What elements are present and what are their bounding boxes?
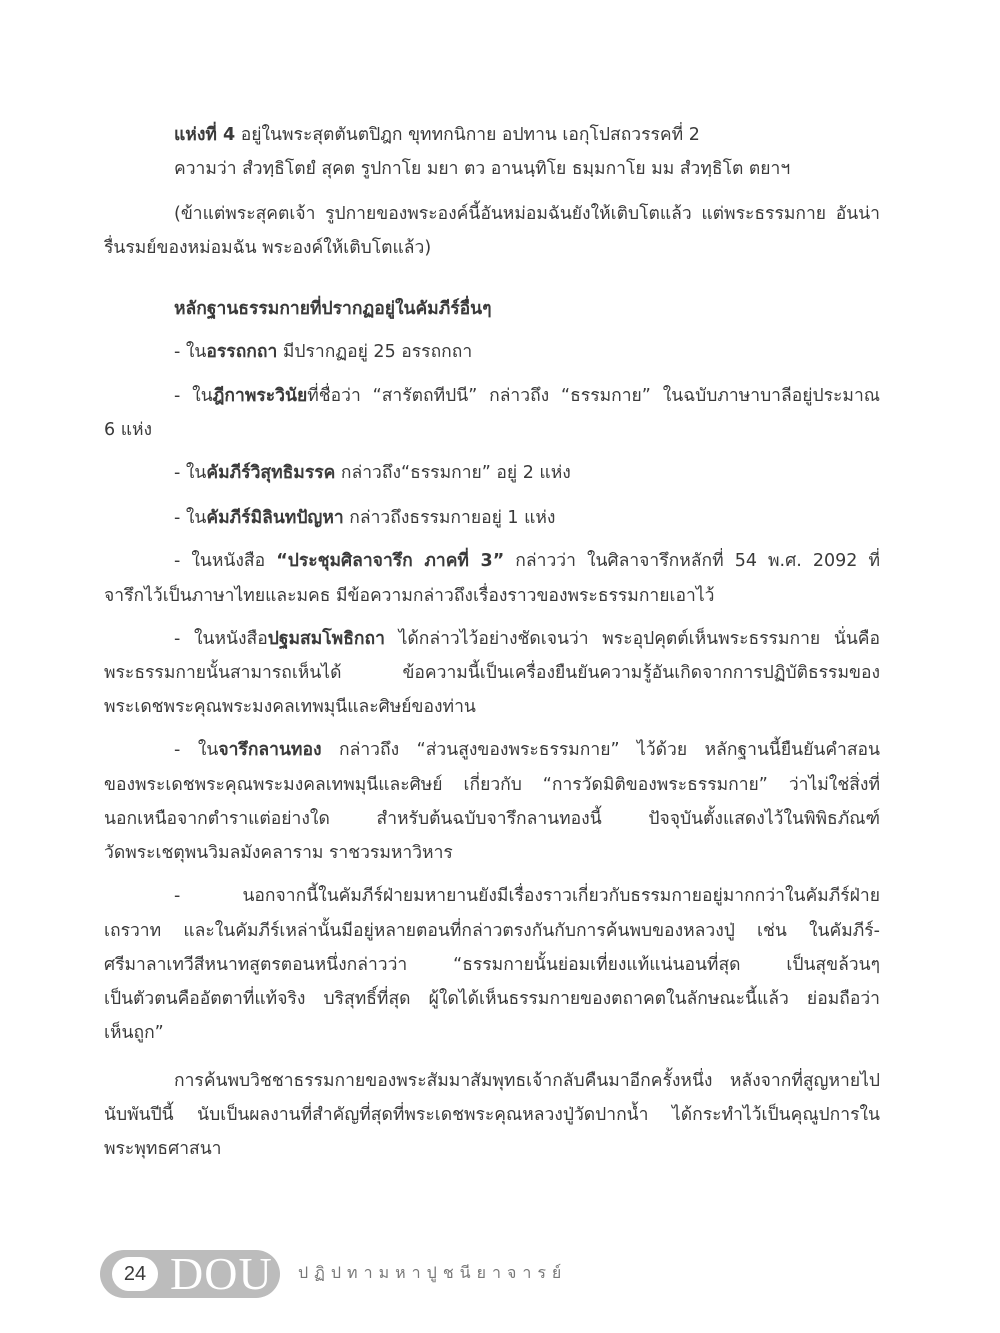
text-span: - ใน xyxy=(174,386,213,406)
bold-phrase: คัมภีร์มิลินทปัญหา xyxy=(206,508,344,528)
bullet-7-cont-1: ของพระเดชพระคุณพระมงคลเทพมุนีและศิษย์ เกี่ยวกับ “การวัดมิติของพระธรรมกาย” ว่าไม่ใช่สิ่งที่ xyxy=(104,775,880,795)
bullet-8-cont-3: เป็นตัวตนคืออัตตาที่แท้จริง บริสุทธิ์ที่สุด ผู้ใดได้เห็นธรรมกายของตถาคตในลักษณะนี้แล้ว ย่อมถือว่า xyxy=(104,989,880,1009)
line-2: ความว่า สํวทฺธิโตยํ สุคต รูปกาโย มยา ตว อานนฺทิโย ธมฺมกาโย มม สํวทฺธิโต ตยาฯ xyxy=(174,159,791,179)
closing-paragraph: การค้นพบวิชชาธรรมกายของพระสัมมาสัมพุทธเจ้ากลับคืนมาอีกครั้งหนึ่ง หลังจากที่สูญหายไป xyxy=(174,1071,880,1091)
bullet-6-cont-2: พระเดชพระคุณพระมงคลเทพมุนีและศิษย์ของท่าน xyxy=(104,697,476,717)
bullet-1 xyxy=(174,335,472,369)
line-1 xyxy=(174,118,700,152)
line-4: รื่นรมย์ของหม่อมฉัน พระองค์ให้เติบโตแล้ว) xyxy=(104,238,432,258)
text-span: ที่ชื่อว่า “สารัตถทีปนี” กล่าวถึง “ธรรมกาย” ในฉบับภาษาบาลีอยู่ประมาณ xyxy=(307,386,881,406)
text-span: ได้กล่าวไว้อย่างชัดเจนว่า พระอุปคุตต์เห็นพระธรรมกาย นั่นคือ xyxy=(384,629,880,649)
bold-phrase: แห่งที่ 4 xyxy=(174,125,236,145)
bullet-7 xyxy=(174,733,880,767)
bullet-2 xyxy=(174,379,880,413)
text-span: กล่าวถึง“ธรรมกาย” อยู่ 2 แห่ง xyxy=(335,463,571,483)
dou-logo: DOU xyxy=(170,1248,273,1299)
text-span: กล่าวว่า ในศิลาจารึกหลักที่ 54 พ.ศ. 2092 ที่ xyxy=(504,551,880,571)
bold-phrase: ปฐมสมโพธิกถา xyxy=(267,629,385,649)
closing-paragraph-cont-2: พระพุทธศาสนา xyxy=(104,1139,222,1159)
line-3: (ข้าแต่พระสุคตเจ้า รูปกายของพระองค์นี้อันหม่อมฉันยังให้เติบโตแล้ว แต่พระธรรมกาย อันน่า xyxy=(174,204,880,224)
closing-paragraph-cont-1: นับพันปีนี้ นับเป็นผลงานที่สำคัญที่สุดที่พระเดชพระคุณหลวงปู่วัดปากน้ำ ได้กระทำไว้เป็นคุณูปการใน xyxy=(104,1105,880,1125)
text-span: กล่าวถึง “ส่วนสูงของพระธรรมกาย” ไว้ด้วย หลักฐานนี้ยืนยันคำสอน xyxy=(321,740,881,760)
bullet-8-cont-4: เห็นถูก” xyxy=(104,1023,164,1043)
bold-phrase: “ประชุมศิลาจารึก ภาคที่ 3” xyxy=(276,551,505,571)
bold-phrase: จารึกลานทอง xyxy=(218,740,322,760)
bold-phrase: คัมภีร์วิสุทธิมรรค xyxy=(206,463,336,483)
page-number: 24 xyxy=(112,1257,158,1291)
book-title: ปฏิปทามหาปูชนียาจารย์ xyxy=(298,1265,568,1282)
bullet-5-cont: จารึกไว้เป็นภาษาไทยและมคธ มีข้อความกล่าวถึงเรื่องราวของพระธรรมกายเอาไว้ xyxy=(104,586,715,606)
bullet-6-cont-1: พระธรรมกายนั้นสามารถเห็นได้ ข้อความนี้เป็นเครื่องยืนยันความรู้อันเกิดจากการปฏิบัติธรรมของ xyxy=(104,663,880,683)
bullet-8-cont-2: ศรีมาลาเทวีสีหนาทสูตรตอนหนึ่งกล่าวว่า “ธรรมกายนั้นย่อมเที่ยงแท้แน่นอนที่สุด เป็นสุขล้วนๆ xyxy=(104,955,880,975)
footer-badge xyxy=(100,1250,280,1298)
text-span: - ใน xyxy=(174,463,207,483)
bullet-8: - นอกจากนี้ในคัมภีร์ฝ่ายมหายานยังมีเรื่องราวเกี่ยวกับธรรมกายอยู่มากกว่าในคัมภีร์ฝ่าย xyxy=(174,886,880,906)
text-span: - ใน xyxy=(174,342,207,362)
bullet-5 xyxy=(174,544,880,578)
text-span: - ใน xyxy=(174,508,207,528)
bold-phrase: อรรถกถา xyxy=(206,342,278,362)
text-span: - ใน xyxy=(174,740,219,760)
bullet-4 xyxy=(174,501,555,535)
bullet-7-cont-3: วัดพระเชตุพนวิมลมังคลาราม ราชวรมหาวิหาร xyxy=(104,843,453,863)
heading-text: หลักฐานธรรมกายที่ปรากฏอยู่ในคัมภีร์อื่นๆ xyxy=(174,299,492,319)
section-heading xyxy=(174,292,492,326)
bold-phrase: ฎีกาพระวินัย xyxy=(212,386,308,406)
text-span: - ในหนังสือ xyxy=(174,551,277,571)
text-span: อยู่ในพระสุตตันตปิฎก ขุททกนิกาย อปทาน เอกุโปสถวรรคที่ 2 xyxy=(235,125,700,145)
bullet-3 xyxy=(174,456,571,490)
text-span: มีปรากฏอยู่ 25 อรรถกถา xyxy=(277,342,473,362)
bullet-8-cont-1: เถรวาท และในคัมภีร์เหล่านั้นมีอยู่หลายตอนที่กล่าวตรงกันกับการค้นพบของหลวงปู่ เช่น ในคัมภีร์- xyxy=(104,921,880,941)
text-span: กล่าวถึงธรรมกายอยู่ 1 แห่ง xyxy=(343,508,556,528)
bullet-7-cont-2: นอกเหนือจากตำราแต่อย่างใด สำหรับต้นฉบับจารึกลานทองนี้ ปัจจุบันตั้งแสดงไว้ในพิพิธภัณฑ์ xyxy=(104,809,880,829)
bullet-2-cont: 6 แห่ง xyxy=(104,420,153,440)
text-span: - ในหนังสือ xyxy=(174,629,268,649)
bullet-6 xyxy=(174,622,880,656)
